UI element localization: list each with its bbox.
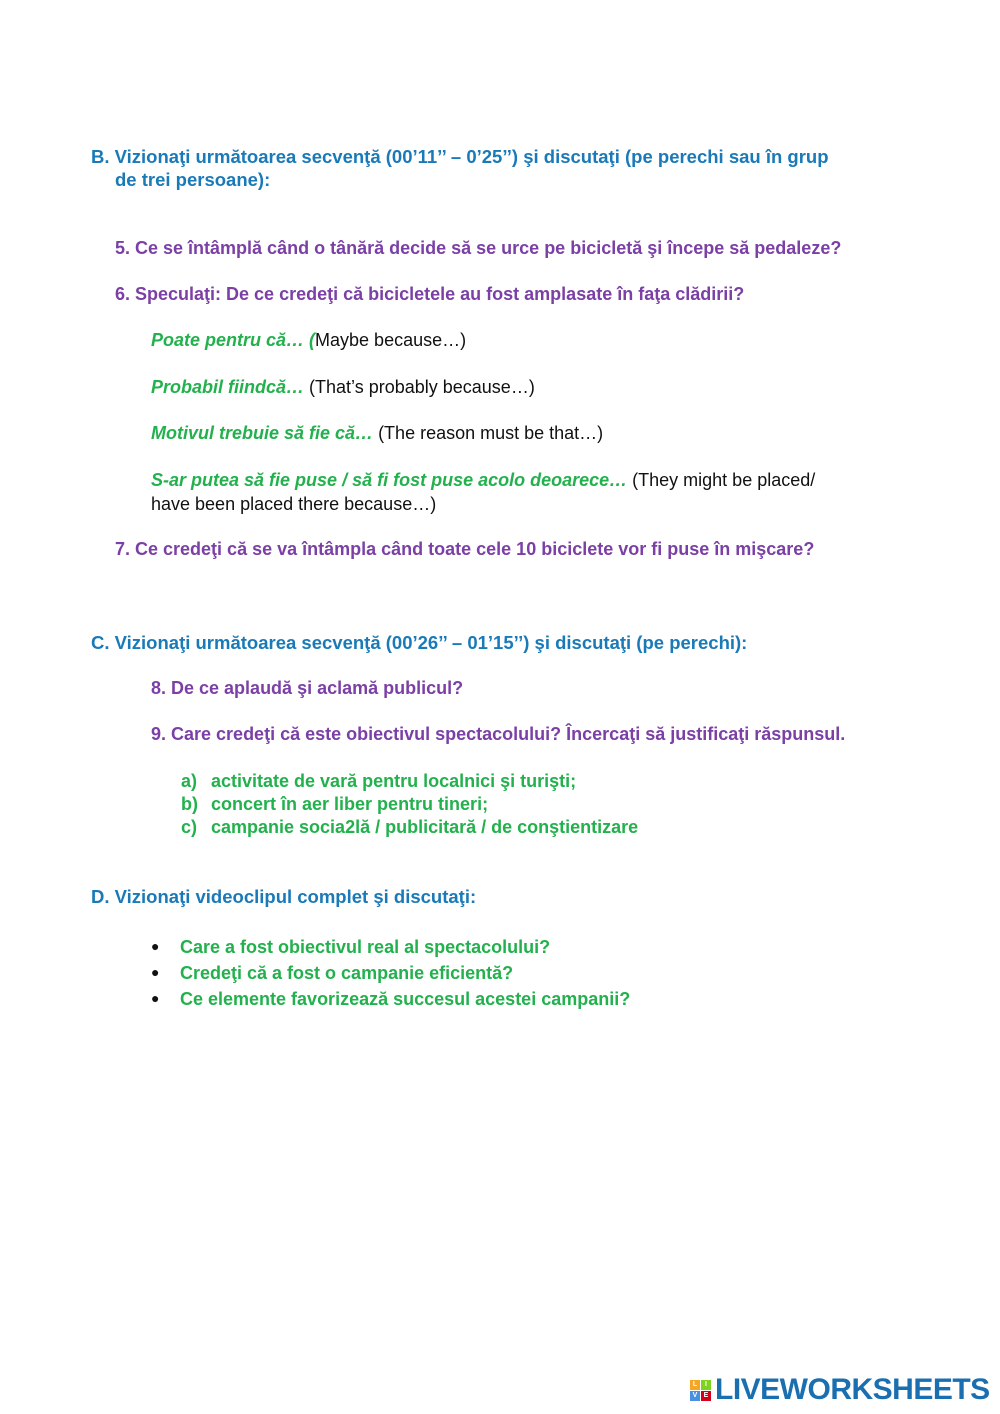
section-d-heading: D. Vizionaţi videoclipul complet şi discutaţi:	[91, 886, 477, 907]
logo-letter-l: L	[690, 1380, 700, 1390]
bullet-icon: ●	[151, 964, 160, 980]
phrase-3-en: (The reason must be that…)	[373, 423, 604, 443]
option-a-text: activitate de vară pentru localnici şi turişti;	[211, 771, 577, 791]
option-c-marker: c)	[181, 817, 198, 837]
section-b-heading-line1: B. Vizionaţi următoarea secvenţă (00’11’’ – 0’25’’) şi discutaţi (pe perechi sau în grup	[91, 146, 829, 167]
option-b-marker: b)	[181, 794, 198, 814]
phrase-4-ro: S-ar putea să fie puse / să fi fost puse acolo deoarece…	[151, 470, 628, 490]
phrase-2-en: (That’s probably because…)	[304, 377, 535, 397]
option-a-marker: a)	[181, 771, 198, 791]
logo-letter-e: E	[701, 1391, 711, 1401]
option-c-text: campanie socia2lă / publicitară / de conştientizare	[211, 817, 639, 837]
section-b-heading	[91, 145, 829, 191]
question-7: 7. Ce credeţi că se va întâmpla când toate cele 10 biciclete vor fi puse în mişcare?	[115, 539, 815, 559]
section-b-heading-line2: de trei persoane):	[115, 169, 271, 190]
logo-icon	[690, 1380, 711, 1401]
phrase-4-en: (They might be placed/	[627, 470, 816, 490]
phrase-2-ro: Probabil fiindcă…	[151, 377, 305, 397]
bullet-text: Ce elemente favorizează succesul acestei campanii?	[180, 989, 631, 1009]
phrase-1-en: Maybe because…)	[315, 330, 467, 350]
bullet-icon: ●	[151, 938, 160, 954]
question-6: 6. Speculaţi: De ce credeţi că bicicletele au fost amplasate în faţa clădirii?	[115, 284, 745, 304]
bullet-item	[151, 934, 630, 960]
bullet-text: Care a fost obiectivul real al spectacolului?	[180, 937, 551, 957]
phrase-3-ro: Motivul trebuie să fie că…	[151, 423, 374, 443]
bullet-list	[151, 934, 630, 1012]
phrase-1-ro: Poate pentru că… (	[151, 330, 316, 350]
bullet-item	[151, 986, 630, 1012]
logo-letter-v: V	[690, 1391, 700, 1401]
bullet-item	[151, 960, 630, 986]
option-b-text: concert în aer liber pentru tineri;	[211, 794, 489, 814]
question-8: 8. De ce aplaudă şi aclamă publicul?	[151, 678, 464, 698]
phrase-3	[151, 423, 603, 444]
phrase-2	[151, 377, 535, 398]
question-9: 9. Care credeţi că este obiectivul spectacolului? Încercaţi să justificaţi răspunsul.	[151, 724, 846, 744]
logo-text: LIVEWORKSHEETS	[715, 1373, 990, 1406]
phrase-4-en-line2: have been placed there because…)	[151, 494, 437, 514]
section-c-heading: C. Vizionaţi următoarea secvenţă (00’26’’ – 01’15’’) şi discutaţi (pe perechi):	[91, 632, 748, 653]
liveworksheets-logo	[690, 1374, 990, 1406]
phrase-4	[151, 469, 815, 516]
bullet-text: Credeţi că a fost o campanie eficientă?	[180, 963, 514, 983]
option-b	[181, 793, 638, 816]
logo-letter-i: I	[701, 1380, 711, 1390]
option-c	[181, 816, 638, 839]
question-5: 5. Ce se întâmplă când o tânără decide să se urce pe bicicletă şi începe să pedaleze?	[115, 238, 842, 258]
options-list	[181, 770, 638, 839]
phrase-1	[151, 330, 466, 351]
bullet-icon: ●	[151, 990, 160, 1006]
option-a	[181, 770, 638, 793]
